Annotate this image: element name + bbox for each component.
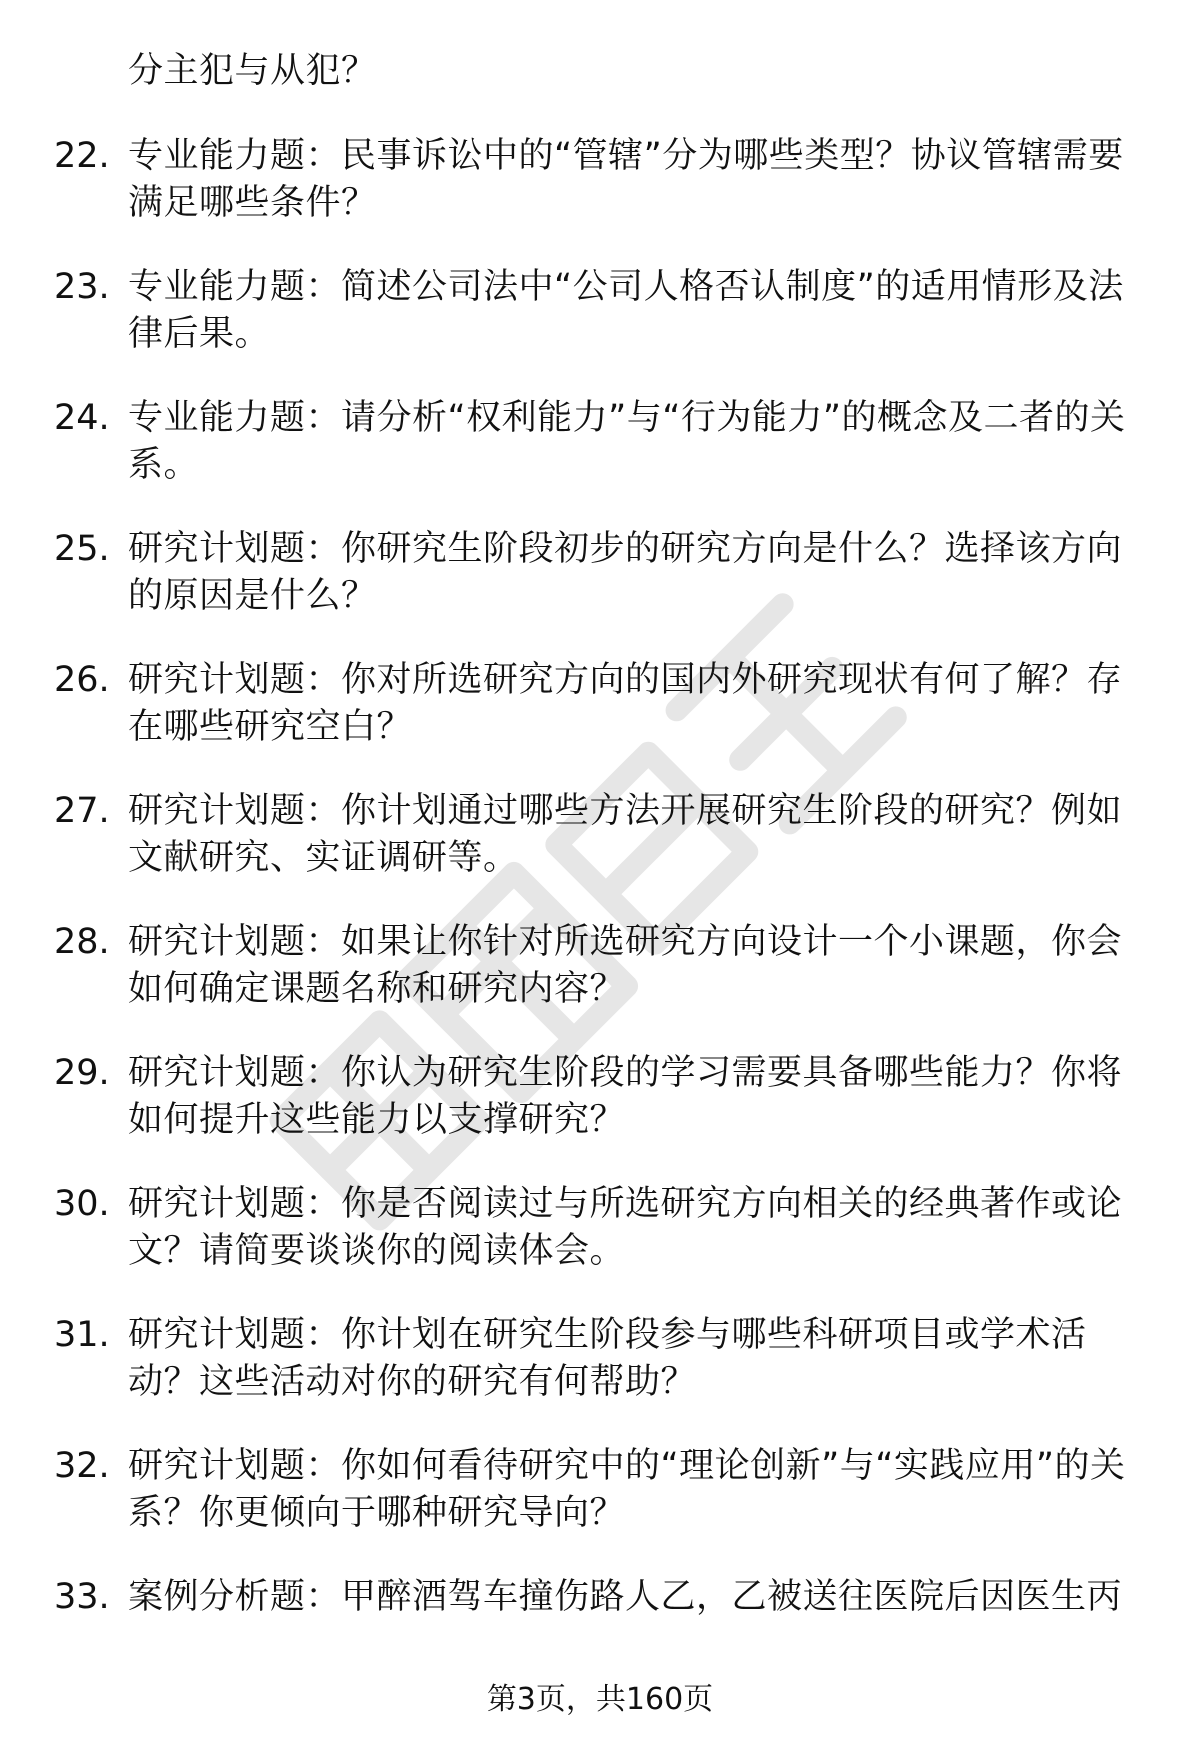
question-number: 24. bbox=[54, 398, 110, 438]
question-number: 27. bbox=[54, 791, 110, 831]
question-number: 29. bbox=[54, 1053, 110, 1093]
question-text: 研究计划题：你对所选研究方向的国内外研究现状有何了解？存在哪些研究空白？ bbox=[128, 660, 1123, 747]
content-area bbox=[0, 48, 1200, 1658]
question-number: 32. bbox=[54, 1446, 110, 1486]
continuation-text: 分主犯与从犯？ bbox=[128, 51, 377, 91]
question-item bbox=[0, 1050, 1200, 1144]
question-text: 研究计划题：如果让你针对所选研究方向设计一个小课题，你会如何确定课题名称和研究内容？ bbox=[128, 922, 1123, 1009]
question-number: 26. bbox=[54, 660, 110, 700]
question-text: 专业能力题：请分析“权利能力”与“行为能力”的概念及二者的关系。 bbox=[128, 398, 1126, 485]
question-text: 研究计划题：你研究生阶段初步的研究方向是什么？选择该方向的原因是什么？ bbox=[128, 529, 1123, 616]
question-item bbox=[0, 788, 1200, 882]
question-number: 31. bbox=[54, 1315, 110, 1355]
question-text: 案例分析题：甲醉酒驾车撞伤路人乙，乙被送往医院后因医生丙 bbox=[128, 1577, 1123, 1617]
question-number: 30. bbox=[54, 1184, 110, 1224]
question-item bbox=[0, 1443, 1200, 1537]
question-item bbox=[0, 1312, 1200, 1406]
question-text: 研究计划题：你如何看待研究中的“理论创新”与“实践应用”的关系？你更倾向于哪种研究导向？ bbox=[128, 1446, 1126, 1533]
question-number: 25. bbox=[54, 529, 110, 569]
question-item bbox=[0, 657, 1200, 751]
question-text: 专业能力题：简述公司法中“公司人格否认制度”的适用情形及法律后果。 bbox=[128, 267, 1124, 354]
question-text: 研究计划题：你认为研究生阶段的学习需要具备哪些能力？你将如何提升这些能力以支撑研究？ bbox=[128, 1053, 1123, 1140]
question-text: 研究计划题：你是否阅读过与所选研究方向相关的经典著作或论文？请简要谈谈你的阅读体会。 bbox=[128, 1184, 1123, 1271]
question-text: 专业能力题：民事诉讼中的“管辖”分为哪些类型？协议管辖需要满足哪些条件？ bbox=[128, 136, 1124, 223]
question-list bbox=[0, 133, 1200, 1621]
question-number: 33. bbox=[54, 1577, 110, 1617]
question-number: 23. bbox=[54, 267, 110, 307]
question-item bbox=[0, 264, 1200, 358]
question-item bbox=[0, 1181, 1200, 1275]
question-item bbox=[0, 919, 1200, 1013]
question-item bbox=[0, 1574, 1200, 1621]
question-item bbox=[0, 395, 1200, 489]
question-text: 研究计划题：你计划通过哪些方法开展研究生阶段的研究？例如文献研究、实证调研等。 bbox=[128, 791, 1123, 878]
question-text: 研究计划题：你计划在研究生阶段参与哪些科研项目或学术活动？这些活动对你的研究有何帮助？ bbox=[128, 1315, 1087, 1402]
question-item bbox=[0, 133, 1200, 227]
question-number: 22. bbox=[54, 136, 110, 176]
page-footer: 第3页，共160页 bbox=[486, 1682, 714, 1717]
question-number: 28. bbox=[54, 922, 110, 962]
question-item bbox=[0, 526, 1200, 620]
